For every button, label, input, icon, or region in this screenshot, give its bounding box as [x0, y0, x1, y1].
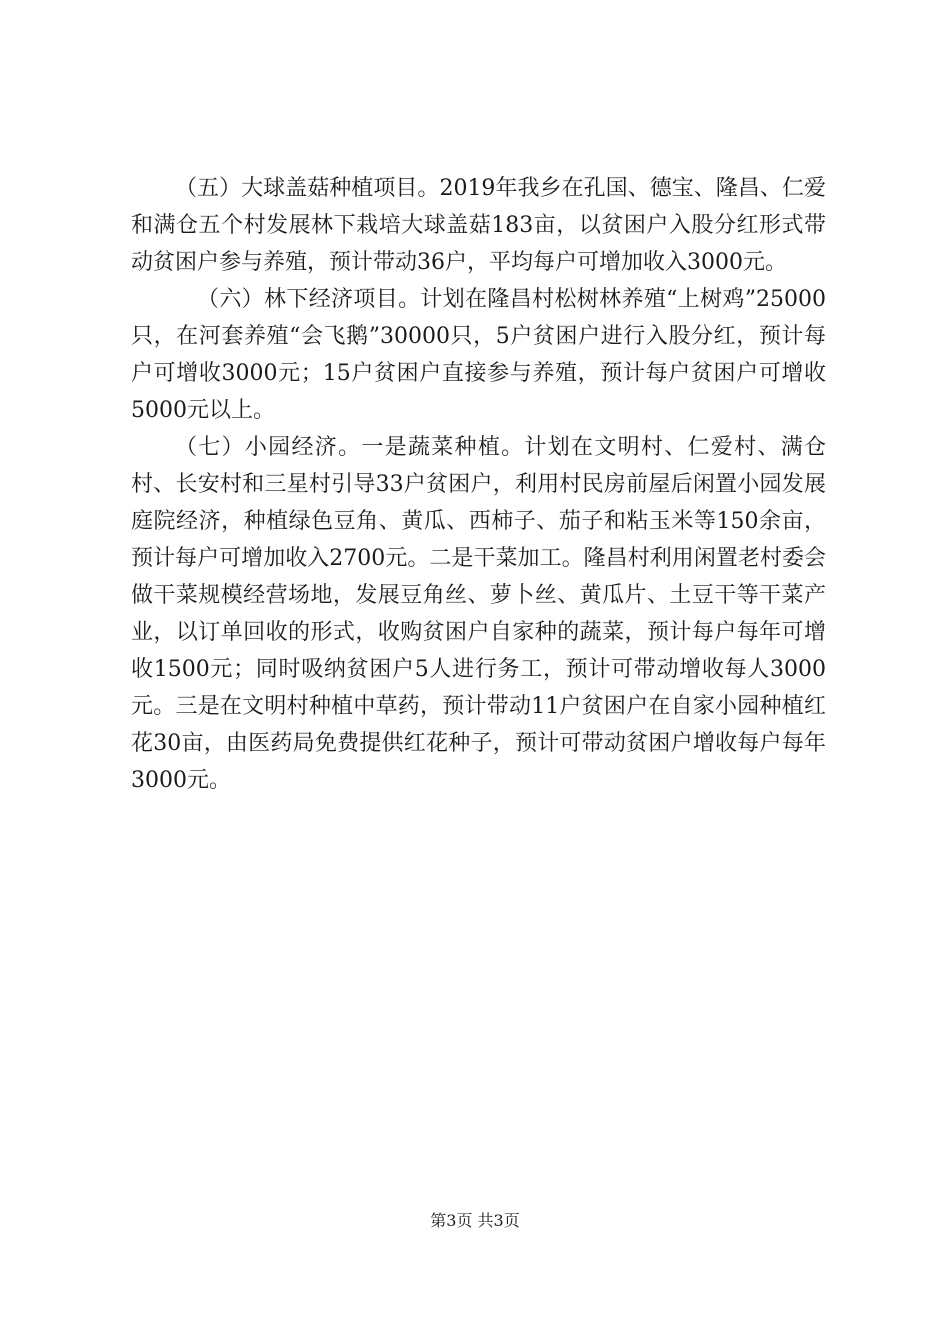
paragraph-section-7: （七）小园经济。一是蔬菜种植。计划在文明村、仁爱村、满仓村、长安村和三星村引导33户贫困户，利用村民房前屋后闲置小园发展庭院经济，种植绿色豆角、黄瓜、西柿子、茄子和粘玉米等150余亩，预计每户可增加收入2700元。二是干菜加工。隆昌村利用闲置老村委会做干菜规模经营场地，发展豆角丝、萝卜丝、黄瓜片、土豆干等干菜产业，以订单回收的形式，收购贫困户自家种的蔬菜，预计每户每年可增收1500元；同时吸纳贫困户5人进行务工，预计可带动增收每人3000元。三是在文明村种植中草药，预计带动11户贫困户在自家小园种植红花30亩，由医药局免费提供红花种子，预计可带动贫困户增收每户每年3000元。	[131, 435, 826, 793]
document-body	[131, 170, 826, 799]
paragraph-section-6: （六）林下经济项目。计划在隆昌村松树林养殖“上树鸡”25000只，在河套养殖“会飞鹅”30000只，5户贫困户进行入股分红，预计每户可增收3000元；15户贫困户直接参与养殖，预计每户贫困户可增收5000元以上。	[131, 287, 826, 423]
paragraph-section-5: （五）大球盖菇种植项目。2019年我乡在孔国、德宝、隆昌、仁爱和满仓五个村发展林下栽培大球盖菇183亩，以贫困户入股分红形式带动贫困户参与养殖，预计带动36户，平均每户可增加收入3000元。	[131, 176, 826, 275]
page-footer: 第3页 共3页	[430, 1211, 520, 1230]
